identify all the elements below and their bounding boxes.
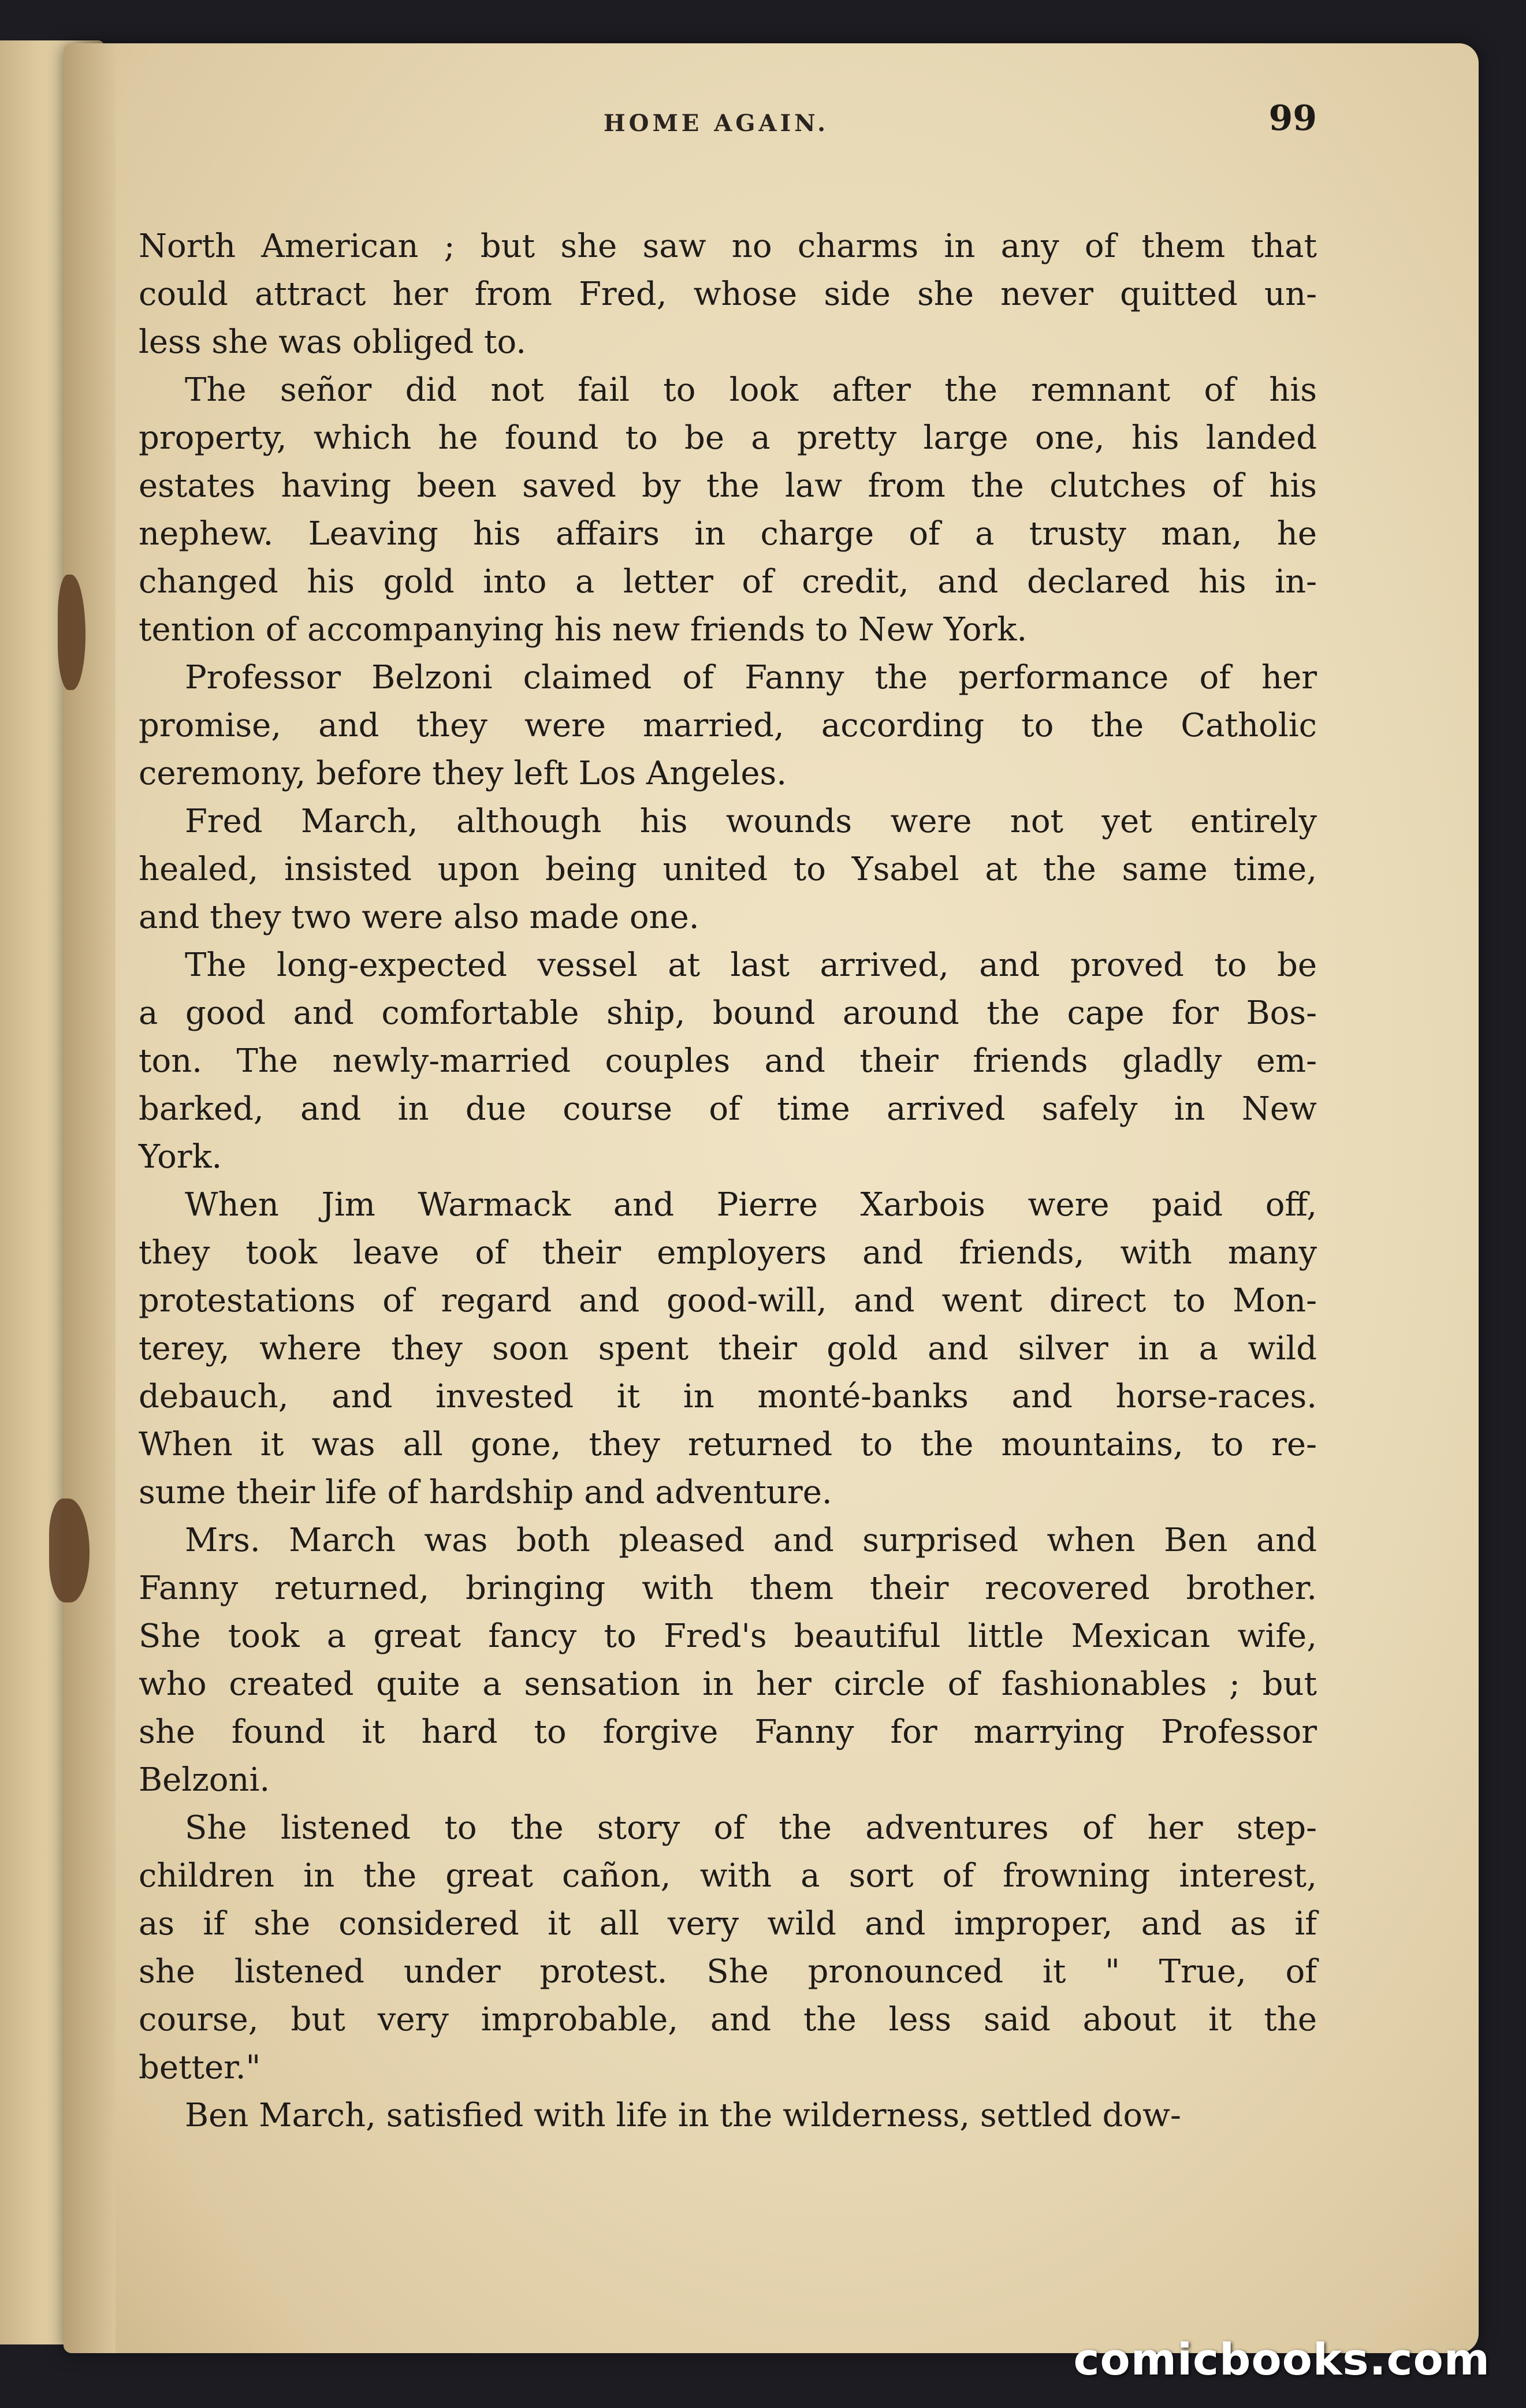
text-line: healed, insisted upon being united to Ysabel at the same time,	[139, 851, 1317, 888]
text-line: The long-expected vessel at last arrived, and proved to be	[185, 946, 1317, 984]
text-line: The señor did not fail to look after the remnant of his	[185, 371, 1317, 409]
text-line: Ben March, satisfied with life in the wilderness, settled dow-	[185, 2097, 1181, 2134]
page-number: 99	[1268, 98, 1317, 139]
text-line: Professor Belzoni claimed of Fanny the performance of her	[185, 659, 1317, 696]
text-line: children in the great cañon, with a sort of frowning interest,	[139, 1857, 1317, 1895]
text-line: who created quite a sensation in her circle of fashionables ; but	[139, 1665, 1317, 1703]
watermark: comicbooks.com	[1073, 2334, 1490, 2385]
text-line: debauch, and invested it in monté-banks and horse-races.	[139, 1378, 1317, 1415]
text-line: nephew. Leaving his affairs in charge of a trusty man, he	[139, 515, 1317, 553]
text-line: changed his gold into a letter of credit, and declared his in-	[139, 563, 1317, 601]
text-line: Mrs. March was both pleased and surprised when Ben and	[185, 1522, 1317, 1559]
text-line: She took a great fancy to Fred's beautiful little Mexican wife,	[139, 1617, 1317, 1655]
text-line: they took leave of their employers and friends, with many	[139, 1234, 1317, 1272]
text-line: better."	[139, 2049, 261, 2086]
text-line: a good and comfortable ship, bound around the cape for Bos-	[139, 994, 1317, 1032]
text-line: and they two were also made one.	[139, 899, 699, 936]
text-line: York.	[139, 1138, 222, 1176]
text-line: terey, where they soon spent their gold and silver in a wild	[139, 1330, 1317, 1367]
text-line: When it was all gone, they returned to the mountains, to re-	[139, 1426, 1317, 1463]
page-header	[116, 92, 1317, 156]
text-line: promise, and they were married, according to the Catholic	[139, 707, 1317, 744]
text-line: ceremony, before they left Los Angeles.	[139, 755, 787, 792]
running-title: HOME AGAIN.	[603, 110, 829, 137]
text-line: less she was obliged to.	[139, 323, 526, 361]
text-line: ton. The newly-married couples and their friends gladly em-	[139, 1042, 1317, 1080]
text-line: Belzoni.	[139, 1761, 270, 1799]
text-line: When Jim Warmack and Pierre Xarbois were paid off,	[185, 1186, 1317, 1224]
text-line: could attract her from Fred, whose side she never quitted un-	[139, 275, 1317, 313]
text-line: protestations of regard and good-will, and went direct to Mon-	[139, 1282, 1317, 1319]
body-text	[139, 222, 1317, 2139]
text-line: property, which he found to be a pretty large one, his landed	[139, 419, 1317, 457]
text-line: estates having been saved by the law from the clutches of his	[139, 467, 1317, 505]
text-line: Fred March, although his wounds were not yet entirely	[185, 803, 1317, 840]
text-line: she found it hard to forgive Fanny for marrying Professor	[139, 1713, 1317, 1751]
text-line: tention of accompanying his new friends to New York.	[139, 611, 1028, 648]
text-line: she listened under protest. She pronounced it " True, of	[139, 1953, 1317, 1990]
text-line: barked, and in due course of time arrived safely in New	[139, 1090, 1317, 1128]
text-line: course, but very improbable, and the less said about it the	[139, 2001, 1317, 2038]
text-line: Fanny returned, bringing with them their recovered brother.	[139, 1570, 1317, 1607]
text-line: as if she considered it all very wild and improper, and as if	[139, 1905, 1317, 1943]
text-line: She listened to the story of the adventures of her step-	[185, 1809, 1317, 1847]
page-binding	[64, 43, 116, 2353]
text-line: sume their life of hardship and adventure.	[139, 1474, 832, 1511]
text-line: North American ; but she saw no charms in any of them that	[139, 228, 1317, 265]
